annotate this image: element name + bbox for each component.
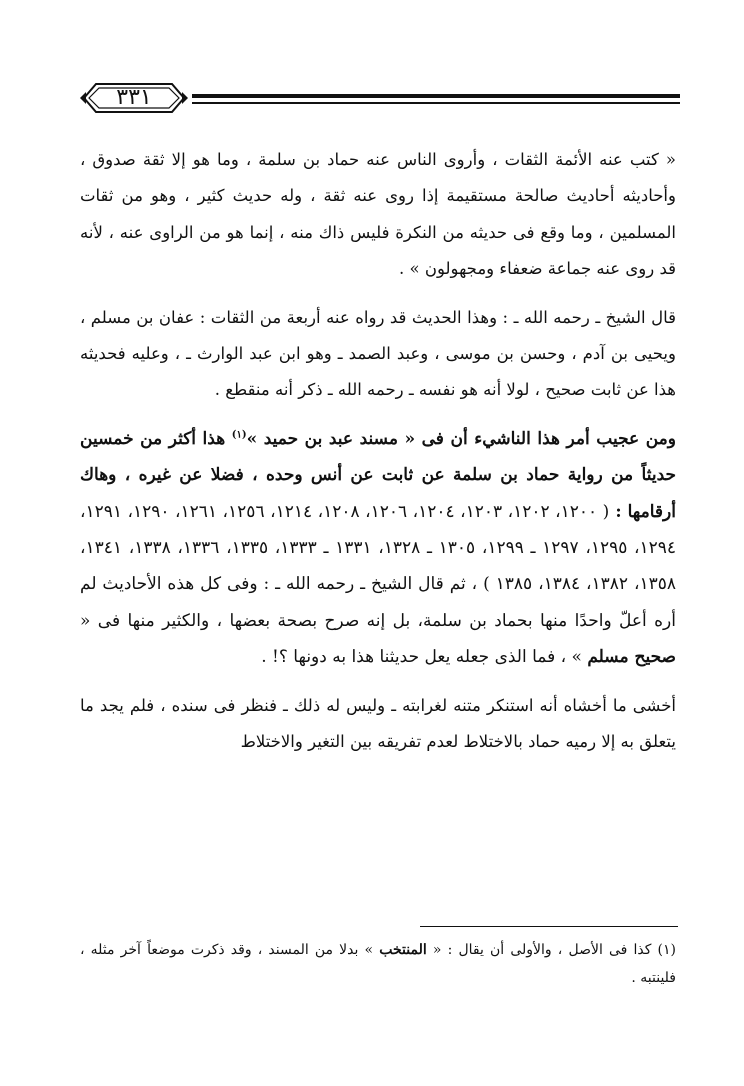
paragraph-quote: « كتب عنه الأئمة الثقات ، وأروى الناس عنه حماد بن سلمة ، وما هو إلا ثقة صدوق ، وأحاديثه أحاديث صالحة مستقيمة إذا روى عنه ثقة ، وله حديث كثير ، وهو من ثقات المسلمين ، وما وقع فى حديثه من النكرة فليس ذاك منه ، إنما هو من الراوى عنه ، لأنه قد روى عنه جماعة ضعفاء ومجهولون » . [80, 150, 676, 279]
musnad-text-start: ومن عجيب أمر هذا الناشيء أن فى « مسند عبد بن حميد » [246, 428, 676, 449]
page-header [80, 72, 680, 124]
footnote-marker: (١) [231, 429, 247, 441]
numbers-list-end: » ، فما الذى جعله يعل حديثنا هذا به دونها ؟! . [261, 647, 588, 668]
page-number: ٣٣١ [116, 85, 152, 110]
page-number-badge [80, 78, 188, 118]
header-rule-thin [192, 102, 680, 104]
paragraph-musnad [80, 421, 676, 676]
footnotes [80, 936, 676, 992]
musnad-text-end: هذا أكثر من خمسين حديثاً من رواية حماد بن سلمة عن ثابت عن أنس وحده ، فضلا عن غيره ، وهاك أرقامها : [80, 428, 676, 522]
paragraph-sheikh: قال الشيخ ـ رحمه الله ـ : وهذا الحديث قد رواه عنه أربعة من الثقات : عفان بن مسلم ، ويحيى بن آدم ، وحسن بن موسى ، وعبد الصمد ـ وهو ابن عبد الوارث ـ ، وعليه فحديثه هذا عن ثابت صحيح ، لولا أنه هو نفسه ـ رحمه الله ـ ذكر أنه منقطع . [80, 307, 676, 400]
footnote-1 [80, 936, 676, 992]
hadith-numbers-list: ( ١٢٠٠، ١٢٠٢، ١٢٠٣، ١٢٠٤، ١٢٠٦، ١٢٠٨، ١٢١٤، ١٢٥٦، ١٢٦١، ١٢٩٠، ١٢٩١، ١٢٩٤، ١٢٩٥، ١٢٩٧ ـ ١٢٩٩، ١٣٠٥ ـ ١٣٢٨، ١٣٣١ ـ ١٣٣٣، ١٣٣٥، ١٣٣٦، ١٣٣٨، ١٣٤١، ١٣٥٨، ١٣٨٢، ١٣٨٤، ١٣٨٥ ) ، ثم قال الشيخ ـ رحمه الله ـ : وفى كل هذه الأحاديث لم أره أعلّ واحدًا منها بحماد بن سلمة، بل إنه صرح بصحة بعضها ، والكثير منها فى « [80, 501, 677, 631]
footnote-1-end: » بدلا من المسند ، وقد ذكرت موضعاً آخر مثله ، فلينتبه . [80, 942, 676, 986]
footnote-1-start: (١) كذا فى الأصل ، والأولى أن يقال : « [426, 942, 676, 958]
footnote-1-bold: المنتخب [379, 942, 427, 958]
header-rule-thick [192, 94, 680, 98]
paragraph-conclusion: أخشى ما أخشاه أنه استنكر متنه لغرابته ـ وليس له ذلك ـ فنظر فى سنده ، فلم يجد ما يتعلق به إلا رميه حماد بالاختلاط لعدم تفريقه بين التغير والاختلاط [80, 695, 676, 752]
page-body [80, 142, 676, 773]
footnote-rule [420, 926, 678, 927]
sahih-muslim-title: صحيح مسلم [587, 647, 676, 668]
